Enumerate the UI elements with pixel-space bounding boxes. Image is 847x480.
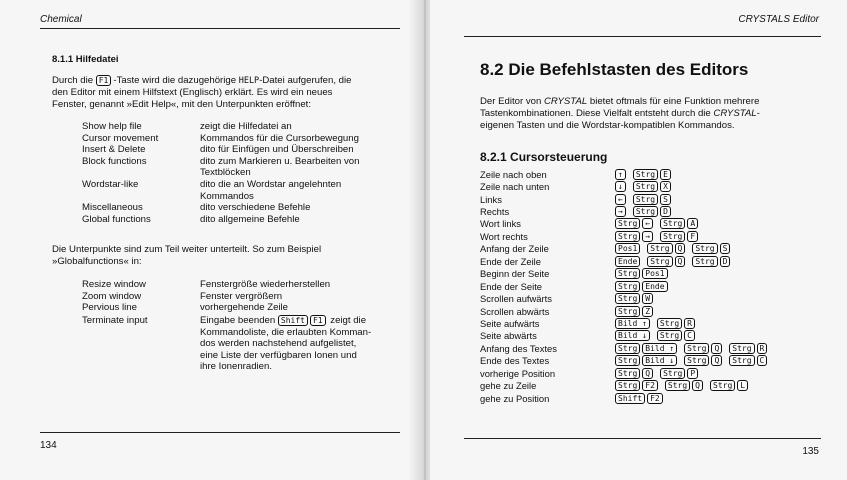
key-row [480, 243, 769, 255]
key-combo [657, 330, 697, 341]
key-combo [660, 231, 700, 242]
definition-term: Cursor movement [82, 132, 159, 144]
keycap: Q [711, 343, 722, 354]
definition-row [82, 156, 359, 168]
right-page [430, 0, 847, 480]
keycap: X [660, 181, 671, 192]
keycap: Q [711, 355, 722, 366]
key-row-label: Wort rechts [480, 230, 528, 242]
keycap: Strg [665, 380, 690, 391]
key-row-label: Anfang der Zeile [480, 243, 549, 255]
key-combo [665, 380, 705, 391]
keycap: Strg [660, 231, 685, 242]
key-row [480, 230, 769, 242]
definition-desc: dito die an Wordstar angelehnten [200, 178, 342, 190]
keycap: R [684, 318, 695, 329]
keycap: Strg [660, 218, 685, 229]
keycap: E [660, 169, 671, 180]
keycap: → [615, 206, 626, 217]
key-combos [615, 268, 670, 279]
key-row [480, 280, 769, 292]
definition-term: Block functions [82, 155, 147, 167]
key-row [480, 205, 769, 217]
keycap: Bild ↑ [615, 318, 650, 329]
definition-row [82, 121, 359, 133]
definition-row [82, 133, 359, 145]
key-row [480, 292, 769, 304]
key-combo [729, 343, 769, 354]
definition-term: Global functions [82, 213, 151, 225]
terminate-input-table [82, 315, 371, 373]
keycap: F2 [647, 393, 663, 404]
keycap: Bild ↑ [642, 343, 677, 354]
key-row-label: Zeile nach unten [480, 181, 550, 193]
definition-desc: Fenstergröße wiederherstellen [200, 279, 331, 290]
key-combos [615, 293, 655, 304]
keycap: → [642, 231, 653, 242]
f1-key-2: F1 [310, 315, 326, 326]
key-combo [633, 194, 673, 205]
definition-row [82, 167, 359, 179]
key-combo [615, 206, 628, 217]
keycap: Strg [647, 256, 672, 267]
intro-line-2: den Editor mit einem Hilfstext (Englisch) erklärt. Es wird ein neues [52, 87, 333, 99]
key-combo [729, 355, 769, 366]
key-combo [615, 293, 655, 304]
definition-row [82, 302, 330, 314]
keycap: A [687, 218, 698, 229]
key-combo [615, 306, 655, 317]
key-combo [710, 380, 750, 391]
key-row-label: Beginn der Seite [480, 268, 550, 280]
definition-term: Miscellaneous [82, 202, 143, 214]
chapter-title: 8.2 Die Befehlstasten des Editors [480, 60, 749, 79]
keycap: Strg [615, 281, 640, 292]
key-row-label: vorherige Position [480, 367, 556, 379]
key-row [480, 367, 769, 379]
definition-term: Insert & Delete [82, 144, 146, 156]
key-row [480, 317, 769, 329]
key-combo [615, 231, 655, 242]
keycap: Pos1 [642, 268, 667, 279]
keycap: Bild ↓ [642, 355, 677, 366]
paragraph-2 [52, 244, 402, 268]
definition-row [82, 279, 330, 291]
keycap: Ende [615, 256, 640, 267]
key-combo [692, 256, 732, 267]
keycap: Strg [684, 355, 709, 366]
definition-row [82, 191, 359, 203]
key-combos [615, 393, 665, 404]
key-combos [615, 343, 769, 354]
definition-term: Wordstar-like [82, 178, 139, 190]
term-terminate-input: Terminate input [82, 315, 148, 326]
key-combos [615, 380, 750, 391]
key-row [480, 355, 769, 367]
definition-desc: dito zum Markieren u. Bearbeiten von [200, 155, 360, 167]
intro-line-3: Fenster, genannt »Edit Help«, mit den Unterpunkten eröffnet: [52, 99, 312, 111]
key-row-label: Rechts [480, 206, 510, 218]
key-row-label: Ende der Zeile [480, 255, 541, 267]
keycap: Strg [657, 318, 682, 329]
key-combo [647, 256, 687, 267]
key-combos [615, 169, 673, 180]
key-combos [615, 181, 673, 192]
key-combo [615, 380, 660, 391]
definition-row [82, 202, 359, 214]
keycap: Bild ↓ [615, 330, 650, 341]
key-combos [615, 256, 732, 267]
key-combo [633, 169, 673, 180]
key-combos [615, 281, 670, 292]
key-row-label: Scrollen aufwärts [480, 293, 552, 305]
keycap: C [684, 330, 695, 341]
key-combo [684, 355, 724, 366]
desc-terminate-input: Eingabe beenden Shift F1 zeigt die Kommandoliste, die erlaubten Komman- dos werden nachstehend aufgelistet, eine Liste der verfügbaren Ionen und ihre Ionenradien. [200, 315, 372, 373]
key-combo [615, 330, 652, 341]
keycap: Strg [615, 343, 640, 354]
keycap: Strg [615, 218, 640, 229]
key-row [480, 193, 769, 205]
keycap: Q [675, 256, 686, 267]
definition-desc: dito allgemeine Befehle [200, 213, 300, 225]
keycap: Strg [729, 343, 754, 354]
key-row [480, 305, 769, 317]
key-row [480, 268, 769, 280]
key-row [480, 218, 769, 230]
right-intro-paragraph: Der Editor von CRYSTAL bietet oftmals für eine Funktion mehrere Tastenkombinationen. Diese Vielfalt entsteht durch die CRYSTAL- eigenen Tasten und die Wordstar-kompatiblen Kommandos. [480, 96, 760, 132]
intro-line-1: Durch die F1 -Taste wird die dazugehörige HELP-Datei aufgerufen, die [52, 75, 352, 86]
key-combo [615, 318, 652, 329]
keycap: ← [615, 194, 626, 205]
running-header-left: Chemical [40, 14, 82, 25]
definition-term: Zoom window [82, 290, 142, 302]
key-combo [615, 393, 665, 404]
definition-desc: dito verschiedene Befehle [200, 202, 311, 214]
definition-row [82, 214, 359, 226]
shift-key: Shift [278, 315, 308, 326]
page-number-left: 134 [40, 440, 57, 451]
keycap: Strg [710, 380, 735, 391]
definition-desc: Fenster vergrößern [200, 290, 283, 302]
key-row [480, 392, 769, 404]
definition-term: Pervious line [82, 302, 137, 314]
keycap: Ende [642, 281, 667, 292]
cursor-key-list [480, 168, 769, 404]
keycap: Strg [692, 243, 717, 254]
key-combo [615, 355, 679, 366]
keycap: Strg [692, 256, 717, 267]
keycap: Strg [684, 343, 709, 354]
intro-paragraph [52, 75, 402, 112]
definition-row [82, 179, 359, 191]
header-rule-right [464, 36, 821, 37]
definition-desc: Kommandos [200, 190, 254, 202]
definition-row [82, 144, 359, 156]
keycap: ← [642, 218, 653, 229]
key-row [480, 342, 769, 354]
footer-rule-left [40, 432, 400, 433]
key-combo [647, 243, 687, 254]
key-row-label: Ende der Seite [480, 280, 543, 292]
left-page [0, 0, 420, 480]
section-title-hilfedatei: 8.1.1 Hilfedatei [52, 54, 119, 65]
definition-desc: Kommandos für die Cursorbewegung [200, 132, 359, 144]
key-combo [615, 181, 628, 192]
definition-term [82, 167, 200, 179]
key-combo [615, 169, 628, 180]
keycap: Strg [615, 306, 640, 317]
keycap: P [687, 368, 698, 379]
footer-rule-right [464, 438, 821, 439]
keycap: F2 [642, 380, 658, 391]
keycap: Strg [729, 355, 754, 366]
key-row-label: gehe zu Position [480, 392, 550, 404]
section-title-cursorsteuerung: 8.2.1 Cursorsteuerung [480, 150, 608, 164]
page-number-right: 135 [802, 446, 819, 457]
keycap: Strg [633, 181, 658, 192]
keycap: ↓ [615, 181, 626, 192]
keycap: Strg [615, 380, 640, 391]
definition-term: Resize window [82, 279, 146, 290]
keycap: Strg [633, 194, 658, 205]
keycap: Q [642, 368, 653, 379]
key-combo [633, 181, 673, 192]
keycap: Strg [615, 293, 640, 304]
keycap: Strg [657, 330, 682, 341]
f1-key: F1 [96, 75, 112, 86]
definition-desc: Textblöcken [200, 167, 251, 179]
key-combos [615, 330, 697, 341]
key-row [480, 180, 769, 192]
key-combos [615, 206, 673, 217]
key-combo [615, 281, 670, 292]
key-row [480, 379, 769, 391]
key-combo [615, 368, 655, 379]
keycap: S [720, 243, 731, 254]
key-combos [615, 243, 732, 254]
definition-desc: zeigt die Hilfedatei an [200, 121, 292, 132]
key-row-label: Seite abwärts [480, 330, 537, 342]
key-combos [615, 318, 697, 329]
key-row-label: Zeile nach oben [480, 168, 547, 180]
keycap: D [720, 256, 731, 267]
para2-line-2: »Globalfunctions« in: [52, 256, 142, 268]
key-combos [615, 218, 700, 229]
key-combo [615, 218, 655, 229]
key-combo [615, 194, 628, 205]
key-row [480, 255, 769, 267]
key-combos [615, 355, 769, 366]
keycap: Strg [660, 368, 685, 379]
keycap: Strg [615, 368, 640, 379]
keycap: Strg [633, 169, 658, 180]
global-functions-table [82, 279, 330, 314]
keycap: C [757, 355, 768, 366]
key-row-label: gehe zu Zeile [480, 380, 537, 392]
header-rule-left [40, 28, 400, 29]
keycap: Strg [647, 243, 672, 254]
key-combo [615, 243, 642, 254]
key-combo [684, 343, 724, 354]
key-combo [615, 343, 679, 354]
keycap: Strg [615, 355, 640, 366]
key-combos [615, 194, 673, 205]
definition-term: Show help file [82, 121, 142, 132]
key-row [480, 330, 769, 342]
key-combo [657, 318, 697, 329]
key-row-label: Links [480, 193, 502, 205]
key-row-label: Anfang des Textes [480, 342, 557, 354]
keycap: Pos1 [615, 243, 640, 254]
key-combo [660, 218, 700, 229]
keycap: R [757, 343, 768, 354]
key-combos [615, 368, 700, 379]
keycap: Strg [633, 206, 658, 217]
keycap: Strg [615, 231, 640, 242]
keycap: Q [692, 380, 703, 391]
key-row-label: Seite aufwärts [480, 317, 540, 329]
key-combo [615, 256, 642, 267]
keycap: L [737, 380, 748, 391]
keycap: Strg [615, 268, 640, 279]
keycap: ↑ [615, 169, 626, 180]
running-header-right: CRYSTALS Editor [738, 14, 819, 25]
keycap: Shift [615, 393, 645, 404]
keycap: Q [675, 243, 686, 254]
key-combos [615, 231, 700, 242]
key-row-label: Wort links [480, 218, 521, 230]
keycap: F [687, 231, 698, 242]
key-row [480, 168, 769, 180]
definition-desc: dito für Einfügen und Überschreiben [200, 144, 354, 156]
help-items-table [82, 121, 359, 225]
key-combo [660, 368, 700, 379]
keycap: D [660, 206, 671, 217]
key-combo [692, 243, 732, 254]
keycap: S [660, 194, 671, 205]
key-combos [615, 306, 655, 317]
para2-line-1: Die Unterpunkte sind zum Teil weiter unterteilt. So zum Beispiel [52, 244, 322, 255]
definition-term [82, 191, 200, 203]
key-combo [615, 268, 670, 279]
keycap: Z [642, 306, 653, 317]
definition-row [82, 291, 330, 303]
keycap: W [642, 293, 653, 304]
key-row-label: Scrollen abwärts [480, 305, 550, 317]
key-combo [633, 206, 673, 217]
definition-desc: vorhergehende Zeile [200, 302, 289, 314]
key-row-label: Ende des Textes [480, 355, 550, 367]
